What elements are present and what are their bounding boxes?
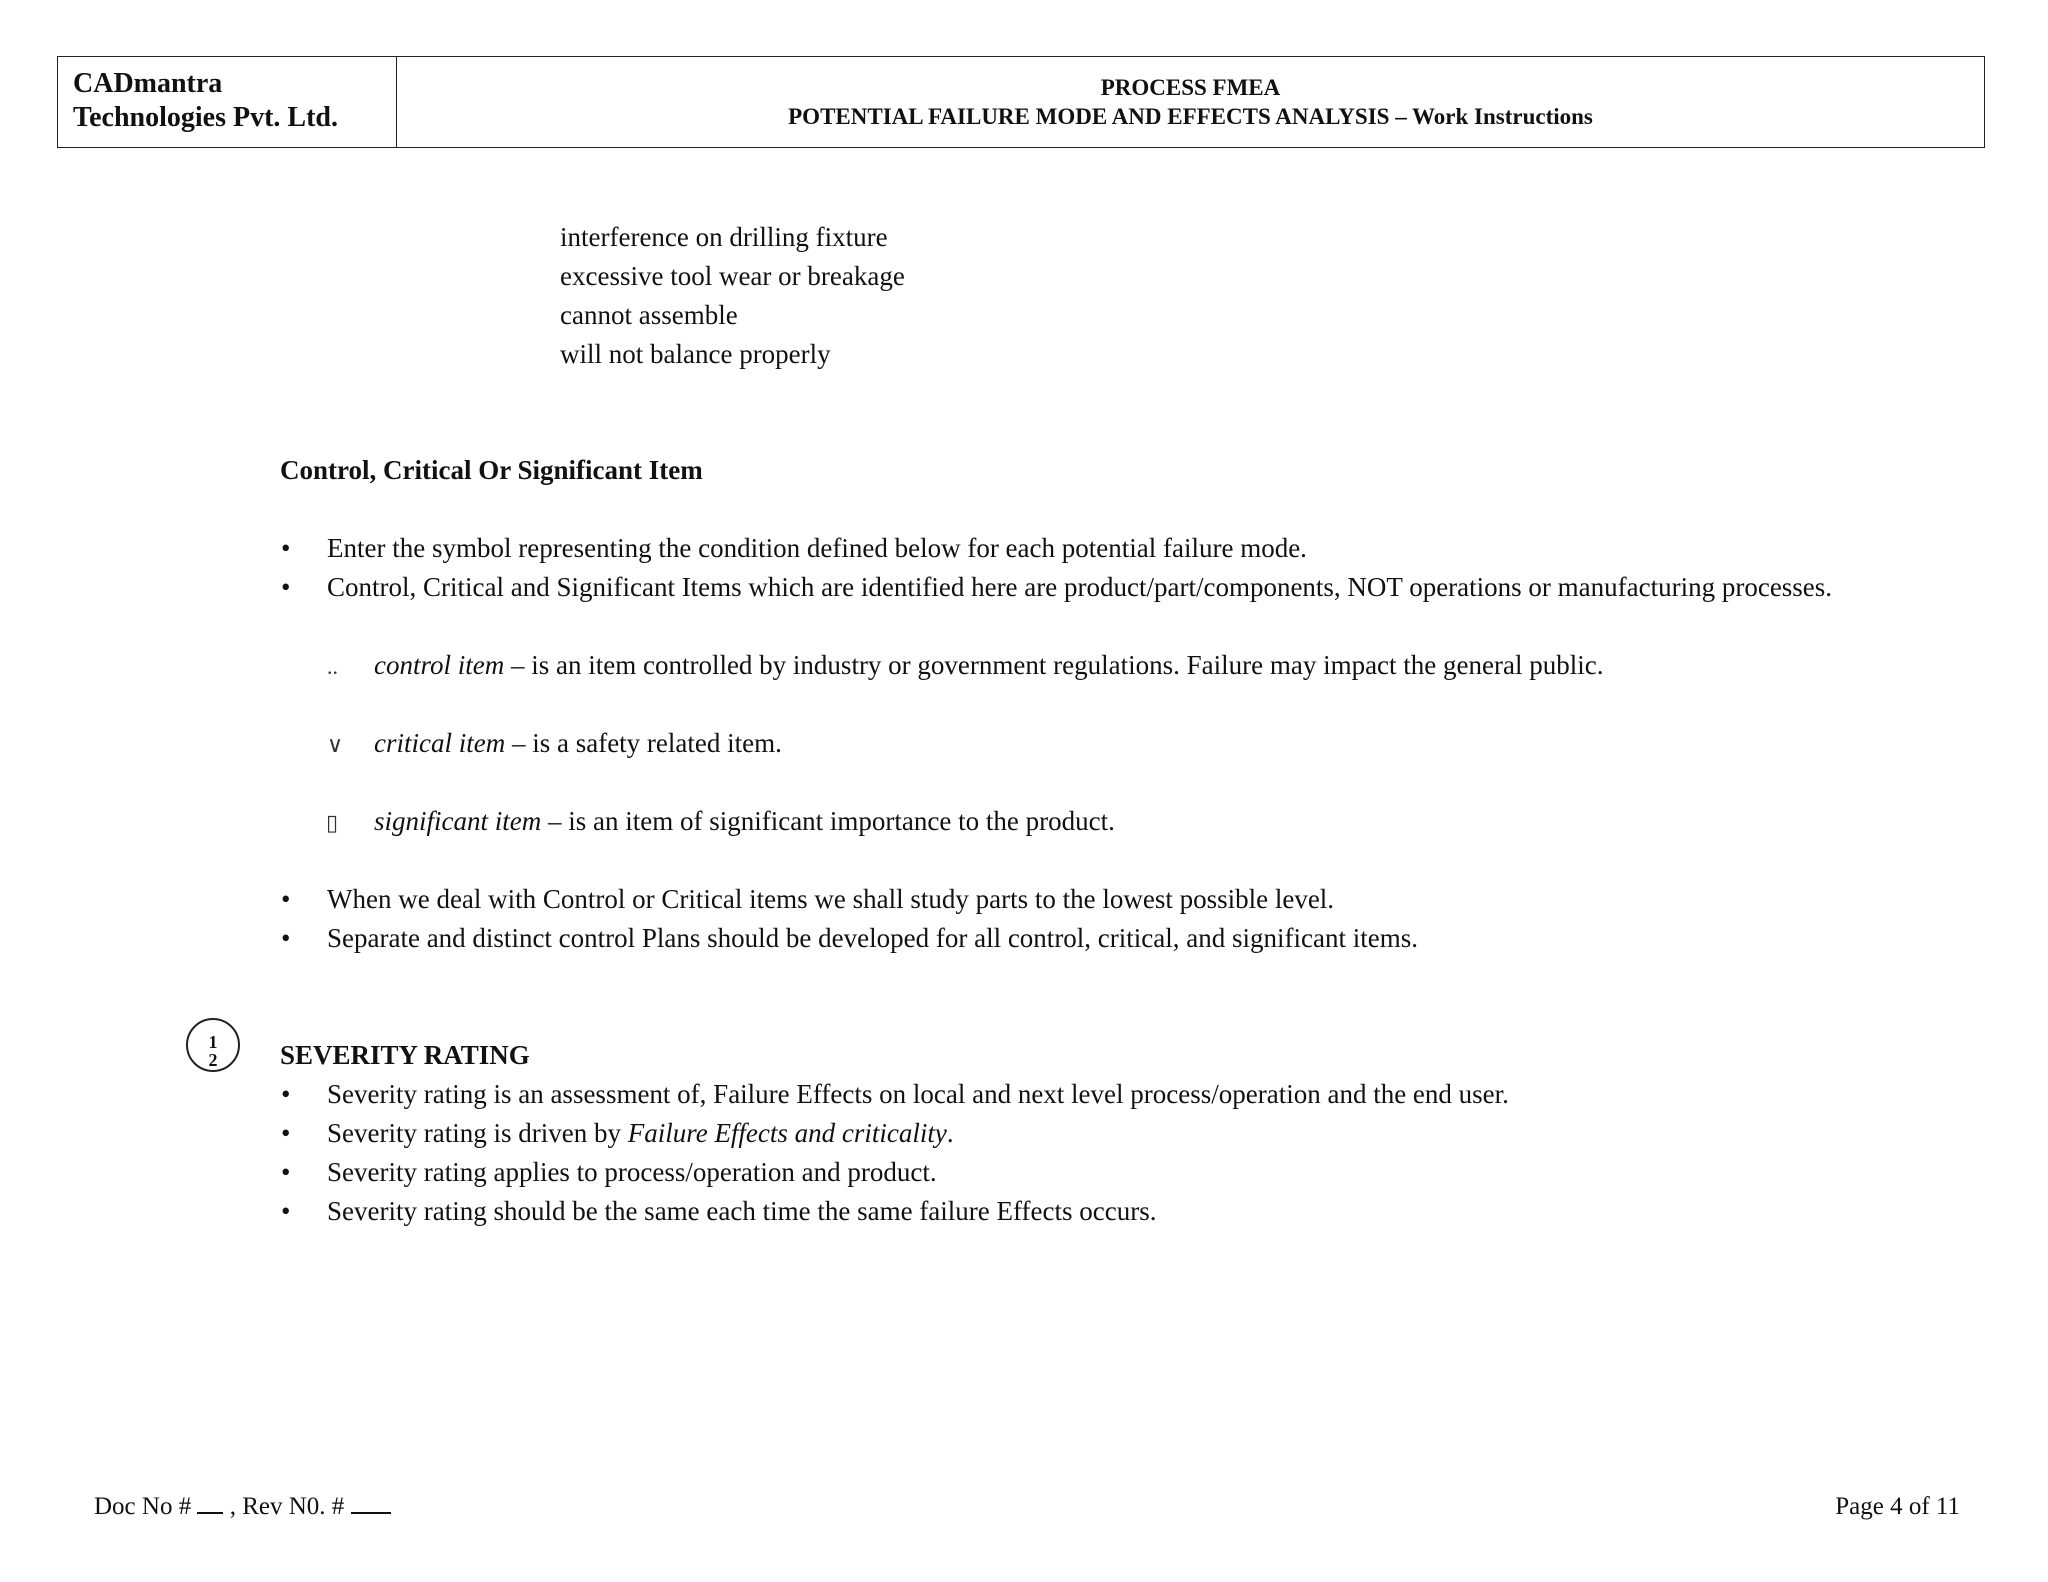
document-title-line2: POTENTIAL FAILURE MODE AND EFFECTS ANALYSIS – Work Instructions bbox=[788, 104, 1593, 129]
document-title bbox=[397, 57, 1984, 147]
bullet-icon: • bbox=[281, 884, 291, 914]
bullet-icon: • bbox=[281, 1196, 291, 1226]
significant-item-desc: – is an item of significant importance to the product. bbox=[541, 806, 1115, 836]
effects-list-item: cannot assemble bbox=[560, 300, 738, 330]
effects-list-item: will not balance properly bbox=[560, 339, 831, 369]
doc-number-blank bbox=[197, 1494, 223, 1514]
control-bullet-text: Enter the symbol representing the condition defined below for each potential failure mode. bbox=[327, 533, 1307, 563]
control-item-term: control item bbox=[374, 650, 505, 680]
severity-bullet-text bbox=[327, 1118, 954, 1149]
rev-number-label: , Rev N0. # bbox=[223, 1493, 351, 1520]
bullet-icon: • bbox=[281, 923, 291, 953]
control-item-symbol-icon: .. bbox=[327, 654, 338, 679]
severity-section-heading: SEVERITY RATING bbox=[280, 1040, 530, 1070]
critical-item-desc: – is a safety related item. bbox=[505, 728, 782, 758]
company-name-line1: CADmantra bbox=[73, 68, 223, 99]
critical-item-symbol-icon: ∨ bbox=[327, 732, 344, 757]
doc-number-label: Doc No # bbox=[94, 1493, 198, 1520]
doc-number bbox=[94, 1493, 391, 1521]
section-number-line2: 2 bbox=[208, 1050, 218, 1070]
control-bullet-text: Control, Critical and Significant Items which are identified here are product/part/components, NOT operations or manufacturing processes. bbox=[327, 572, 1833, 602]
effects-list-item: excessive tool wear or breakage bbox=[560, 261, 905, 291]
severity-bullet-text: Severity rating applies to process/operation and product. bbox=[327, 1157, 937, 1187]
effects-list-item: interference on drilling fixture bbox=[560, 222, 888, 252]
severity-bullet-text: Severity rating is an assessment of, Failure Effects on local and next level process/operation and the end user. bbox=[327, 1079, 1509, 1109]
severity-bullet2-prefix: Severity rating is driven by bbox=[327, 1118, 628, 1148]
control-bullet-text: When we deal with Control or Critical items we shall study parts to the lowest possible level. bbox=[327, 884, 1335, 914]
severity-bullet-text: Severity rating should be the same each time the same failure Effects occurs. bbox=[327, 1196, 1157, 1226]
critical-item-definition bbox=[374, 728, 782, 759]
significant-item-term: significant item bbox=[374, 806, 542, 836]
rev-number-blank bbox=[351, 1494, 391, 1514]
severity-bullet2-suffix: . bbox=[946, 1118, 954, 1148]
control-section-heading: Control, Critical Or Significant Item bbox=[280, 455, 703, 485]
company-name bbox=[58, 57, 397, 147]
document-title-line1: PROCESS FMEA bbox=[1100, 75, 1281, 100]
company-name-line2: Technologies Pvt. Ltd. bbox=[73, 102, 338, 133]
significant-item-symbol-icon: ▯ bbox=[326, 810, 339, 835]
bullet-icon: • bbox=[281, 1079, 291, 1109]
section-number-line1: 1 bbox=[208, 1032, 218, 1052]
page-header bbox=[57, 56, 1985, 148]
severity-bullet2-italic: Failure Effects and criticality bbox=[627, 1118, 947, 1148]
bullet-icon: • bbox=[281, 1118, 291, 1148]
section-number-marker bbox=[186, 1018, 240, 1072]
significant-item-definition bbox=[374, 806, 1115, 837]
critical-item-term: critical item bbox=[374, 728, 506, 758]
control-item-definition bbox=[374, 650, 1603, 681]
control-item-desc: – is an item controlled by industry or government regulations. Failure may impact the general public. bbox=[504, 650, 1604, 680]
bullet-icon: • bbox=[281, 572, 291, 602]
control-bullet-text: Separate and distinct control Plans should be developed for all control, critical, and significant items. bbox=[327, 923, 1418, 953]
bullet-icon: • bbox=[281, 1157, 291, 1187]
bullet-icon: • bbox=[281, 533, 291, 563]
page-number: Page 4 of 11 bbox=[1835, 1493, 1960, 1520]
